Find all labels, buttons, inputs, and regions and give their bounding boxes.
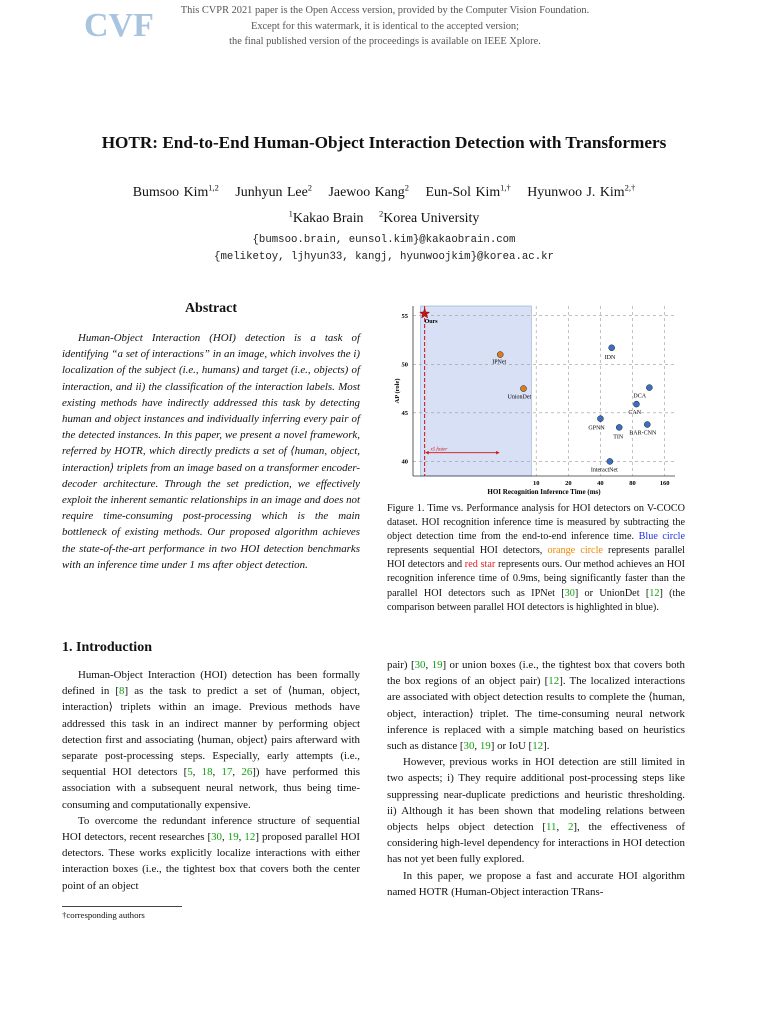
- watermark-notice: [160, 3, 610, 50]
- email-line[interactable]: {meliketoy, ljhyun33, kangj, hyunwoojkim}@korea.ac.kr: [214, 251, 554, 263]
- citation-link[interactable]: 12: [548, 675, 560, 688]
- point-label: IDN: [604, 354, 616, 361]
- author: Eun-Sol Kim$^{1,\dagger}$: [425, 182, 511, 200]
- x-tick-label: 40: [597, 480, 604, 487]
- affiliations: [0, 208, 768, 227]
- point-label: IPNet: [492, 359, 507, 366]
- point-ipnet: [497, 352, 503, 358]
- section-heading-introduction: 1. Introduction: [62, 640, 152, 655]
- figure-1-chart: [387, 300, 685, 496]
- y-tick-label: 55: [401, 312, 408, 320]
- y-tick-label: 50: [401, 361, 408, 369]
- author-list: [0, 182, 768, 201]
- citation-link[interactable]: 17: [221, 766, 233, 779]
- point-label: TIN: [613, 434, 624, 441]
- intro-column-left: [62, 667, 360, 894]
- affiliation: $^1$Kakao Brain: [288, 208, 364, 226]
- citation-link[interactable]: 12: [532, 740, 544, 753]
- citation-link[interactable]: 11: [545, 821, 557, 834]
- paragraph: In this paper, we propose a fast and accurate HOI algorithm named HOTR (Human-Object interaction TRans-: [387, 869, 685, 898]
- citation-link[interactable]: 5: [187, 766, 193, 779]
- watermark-line: Except for this watermark, it is identical to the accepted version;: [250, 20, 520, 32]
- footnote: †corresponding authors: [62, 910, 145, 920]
- citation-link[interactable]: 30: [414, 659, 426, 671]
- point-label: InteractNet: [590, 467, 618, 474]
- abstract-heading: Abstract: [184, 301, 238, 316]
- point-idn: [609, 345, 615, 351]
- x-tick-label: 80: [629, 480, 636, 487]
- email-line[interactable]: {bumsoo.brain, eunsol.kim}@kakaobrain.com: [252, 234, 516, 246]
- y-tick-label: 40: [401, 458, 408, 466]
- citation-link[interactable]: 30: [463, 740, 475, 753]
- point-label: Ours: [424, 318, 438, 325]
- point-uniondet: [520, 386, 526, 392]
- author: Jaewoo Kang$^2$: [328, 182, 409, 200]
- paragraph: To overcome the redundant inference structure of sequential HOI detectors, recent researches [30, 19, 12] proposed parallel HOI detectors. These works explicitly localize interactions with either interaction boxes (i.e., the tightest box that covers both the center point of an object: [62, 814, 360, 892]
- legend-orange-circle: orange circle: [547, 545, 603, 557]
- point-label: DCA: [633, 393, 647, 400]
- intro-column-right: [387, 657, 685, 900]
- citation-link[interactable]: 18: [201, 766, 213, 779]
- paragraph: Human-Object Interaction (HOI) detection has been formally defined in [8] as the task to predict a set of ⟨human, object, interaction⟩ triplets within an image. Previous methods have addressed this task in an indirect manner by performing object detection first and associating ⟨human, object⟩ pairs afterward with separate post-processing steps. Especially, early attempts (i.e., sequential HOI detectors [5, 18, 17, 26]) have performed this association with a subsequent neural network, thus being time-consuming and computationally expensive.: [62, 669, 361, 811]
- watermark-line: This CVPR 2021 paper is the Open Access version, provided by the Computer Vision Foundation.: [180, 5, 590, 16]
- citation-link[interactable]: 12: [649, 587, 660, 599]
- point-dca: [646, 385, 652, 391]
- legend-blue-circle: Blue circle: [638, 531, 685, 543]
- abstract-text: Human-Object Interaction (HOI) detection is a task of identifying “a set of interactions” in an image, which involves the i) localization of the subject (i.e., humans) and target (i.e., objects) of interaction, and ii) the classification of the interaction labels. Most existing methods have indirectly addressed this task by detecting human and object instances and individually inferring every pair of the detected instances. In this paper, we present a novel framework, referred by HOTR, which directly predicts a set of ⟨human, object, interaction⟩ triplets from an image based on a transformer encoder-decoder architecture. Through the set prediction, we effectively exploit the inherent semantic relationships in an image and does not require time-consuming post-processing which is the main bottleneck of existing methods. Our proposed algorithm achieves the state-of-the-art performance in two HOI detection benchmarks with an inference time under 1 ms after object detection.: [62, 332, 360, 571]
- cvf-logo: [84, 5, 154, 44]
- point-interactnet: [607, 458, 613, 464]
- citation-link[interactable]: 8: [119, 685, 125, 698]
- citation-link[interactable]: 12: [244, 831, 256, 844]
- point-label: CAN: [628, 410, 642, 417]
- point-label: UnionDet: [507, 394, 532, 401]
- paper-title: HOTR: End-to-End Human-Object Interaction Detection with Transformers: [101, 133, 667, 152]
- watermark-line: the final published version of the proceedings is available on IEEE Xplore.: [229, 36, 541, 47]
- footnote-rule: [62, 906, 182, 907]
- author: Bumsoo Kim$^{1,2}$: [132, 182, 219, 200]
- speedup-label: x5 faster: [430, 447, 448, 453]
- y-axis-label: AP (role): [394, 378, 401, 404]
- point-can: [633, 401, 639, 407]
- author: Hyunwoo J. Kim$^{2,\dagger}$: [527, 182, 636, 200]
- point-label: BAR-CNN: [629, 430, 657, 437]
- paragraph: However, previous works in HOI detection are still limited in two aspects; i) They require additional post-processing steps like suppressing near-duplicate predictions and heuristic thresholding. ii) Although it has been shown that modeling relations between objects helps object detection [11, 2], the effectiveness of considering high-level dependency for interactions in HOI detection has not yet been fully explored.: [387, 756, 685, 866]
- point-bar-cnn: [644, 422, 650, 428]
- point-tin: [616, 424, 622, 430]
- cvf-logo-text: CVF: [84, 7, 154, 44]
- citation-link[interactable]: 30: [564, 587, 575, 599]
- legend-red-star: red star: [464, 559, 496, 571]
- author: Junhyun Lee$^2$: [235, 182, 313, 200]
- x-axis-label: HOI Recognition Inference Time (ms): [487, 488, 601, 496]
- citation-link[interactable]: 19: [431, 659, 443, 671]
- x-tick-label: 160: [659, 480, 670, 487]
- citation-link[interactable]: 19: [227, 831, 239, 844]
- citation-link[interactable]: 19: [479, 740, 491, 753]
- y-tick-label: 45: [401, 410, 408, 418]
- paragraph: pair) [30, 19] or union boxes (i.e., the tightest box that covers both the box regions of an object pair) [12]. The localized interactions are associated with object detection results to complete the ⟨human, object, interaction⟩ triplet. The time-consuming neural network inference is replaced with a simple matching based on heuristics such as distance [30, 19] or IoU [12].: [387, 659, 685, 753]
- citation-link[interactable]: 30: [211, 831, 222, 844]
- point-gpnn: [597, 416, 603, 422]
- citation-link[interactable]: 26: [241, 766, 253, 779]
- x-tick-label: 20: [565, 480, 572, 487]
- figure-1-caption: Figure 1. Time vs. Performance analysis for HOI detectors on V-COCO dataset. HOI recognition inference time is measured by subtracting the object detection time from the end-to-end inference time. Blue circle represents sequential HOI detectors, orange circle represents parallel HOI detectors and red star represents ours. Our method achieves an HOI recognition inference time of 0.9ms, being significantly faster than the parallel HOI detectors such as IPNet [30] or UnionDet [12] (the comparison between parallel HOI detectors is highlighted in blue).: [387, 503, 686, 613]
- citation-link[interactable]: 2: [567, 821, 574, 834]
- point-label: GPNN: [588, 425, 605, 432]
- affiliation: $^2$Korea University: [379, 208, 480, 226]
- x-tick-label: 10: [532, 480, 540, 487]
